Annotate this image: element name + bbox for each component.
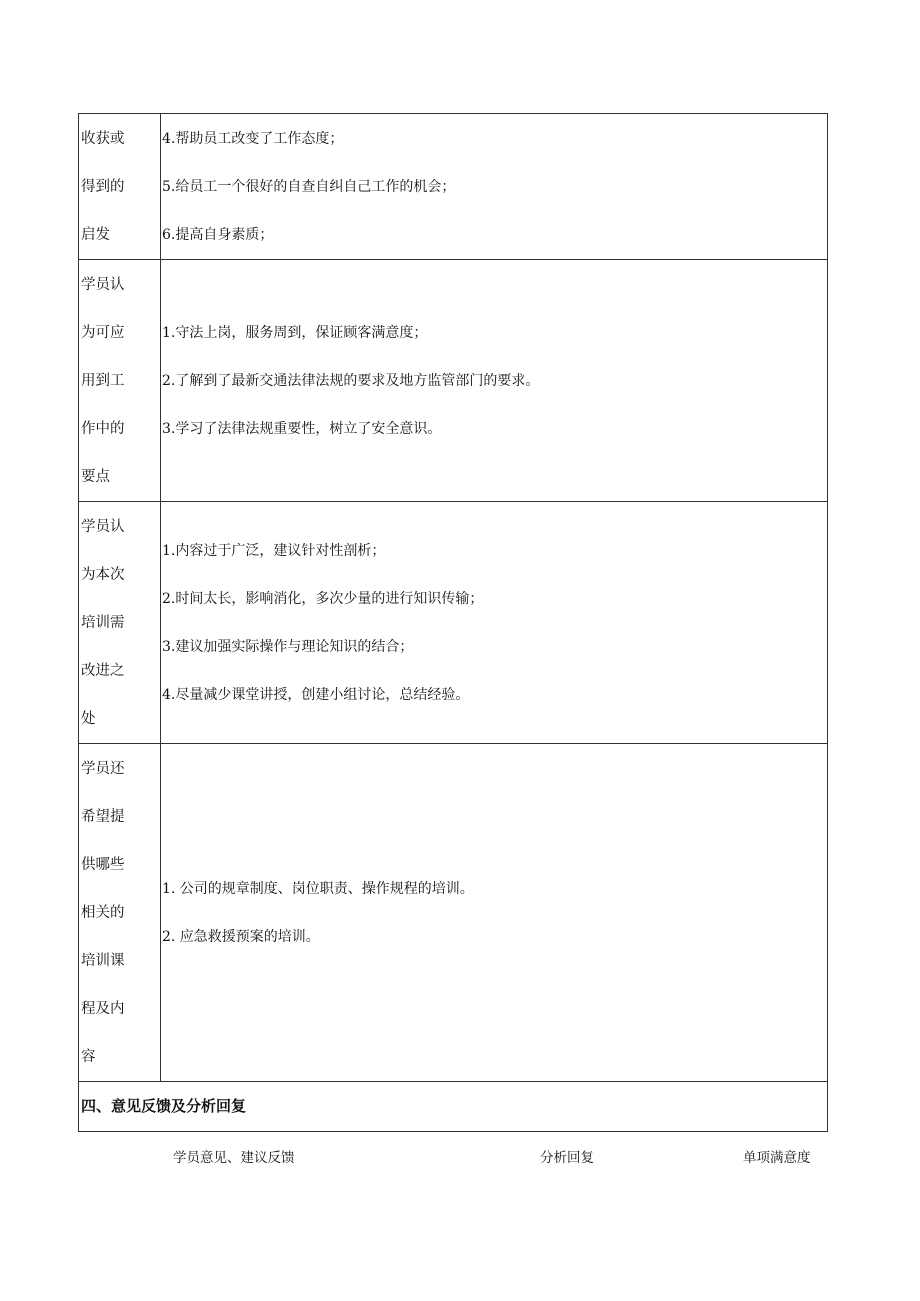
footer-col-satisfaction: 单项满意度 bbox=[743, 1150, 811, 1166]
list-item: 2. 应急救援预案的培训。 bbox=[162, 929, 320, 945]
footer-col-analysis: 分析回复 bbox=[540, 1150, 594, 1166]
list-item: 5.给员工一个很好的自查自纠自己工作的机会； bbox=[162, 179, 456, 195]
label-line: 希望提 bbox=[81, 809, 125, 825]
label-line: 处 bbox=[81, 711, 96, 727]
list-item: 1.内容过于广泛，建议针对性剖析； bbox=[162, 543, 386, 559]
table-row-section-heading bbox=[79, 1082, 827, 1131]
row-label bbox=[79, 744, 161, 1081]
list-item: 4.帮助员工改变了工作态度； bbox=[162, 131, 344, 147]
label-line: 收获或 bbox=[81, 131, 125, 147]
table-row-takeaways bbox=[79, 114, 827, 260]
label-line: 相关的 bbox=[81, 905, 125, 921]
label-line: 培训课 bbox=[81, 953, 125, 969]
row-content bbox=[161, 744, 827, 1081]
label-line: 作中的 bbox=[81, 421, 125, 437]
list-item: 1. 公司的规章制度、岗位职责、操作规程的培训。 bbox=[162, 881, 474, 897]
label-line: 用到工 bbox=[81, 373, 125, 389]
list-item: 3.建议加强实际操作与理论知识的结合； bbox=[162, 639, 414, 655]
row-label bbox=[79, 114, 161, 259]
label-line: 学员认 bbox=[81, 277, 125, 293]
label-line: 学员还 bbox=[81, 761, 125, 777]
label-line: 改进之 bbox=[81, 663, 125, 679]
row-label bbox=[79, 260, 161, 501]
list-item: 1.守法上岗，服务周到，保证顾客满意度； bbox=[162, 325, 428, 341]
row-content bbox=[161, 114, 827, 259]
label-line: 培训需 bbox=[81, 615, 125, 631]
label-line: 容 bbox=[81, 1049, 96, 1065]
label-line: 要点 bbox=[81, 469, 110, 485]
label-line: 启发 bbox=[81, 227, 110, 243]
row-label bbox=[79, 502, 161, 743]
label-line: 学员认 bbox=[81, 519, 125, 535]
label-line: 为本次 bbox=[81, 567, 125, 583]
list-item: 2.时间太长，影响消化，多次少量的进行知识传输； bbox=[162, 591, 484, 607]
list-item: 4.尽量减少课堂讲授，创建小组讨论，总结经验。 bbox=[162, 687, 470, 703]
label-line: 为可应 bbox=[81, 325, 125, 341]
list-item: 3.学习了法律法规重要性，树立了安全意识。 bbox=[162, 421, 442, 437]
row-content bbox=[161, 260, 827, 501]
list-item: 6.提高自身素质； bbox=[162, 227, 274, 243]
table-row-improvements bbox=[79, 502, 827, 744]
list-item: 2.了解到了最新交通法律法规的要求及地方监管部门的要求。 bbox=[162, 373, 540, 389]
table-row-applicable-points bbox=[79, 260, 827, 502]
label-line: 得到的 bbox=[81, 179, 125, 195]
label-line: 程及内 bbox=[81, 1001, 125, 1017]
footer-col-feedback: 学员意见、建议反馈 bbox=[173, 1150, 295, 1166]
label-line: 供哪些 bbox=[81, 857, 125, 873]
section-title: 四、意见反馈及分析回复 bbox=[81, 1097, 247, 1115]
row-content bbox=[161, 502, 827, 743]
table-row-desired-courses bbox=[79, 744, 827, 1082]
training-feedback-table bbox=[78, 113, 828, 1132]
